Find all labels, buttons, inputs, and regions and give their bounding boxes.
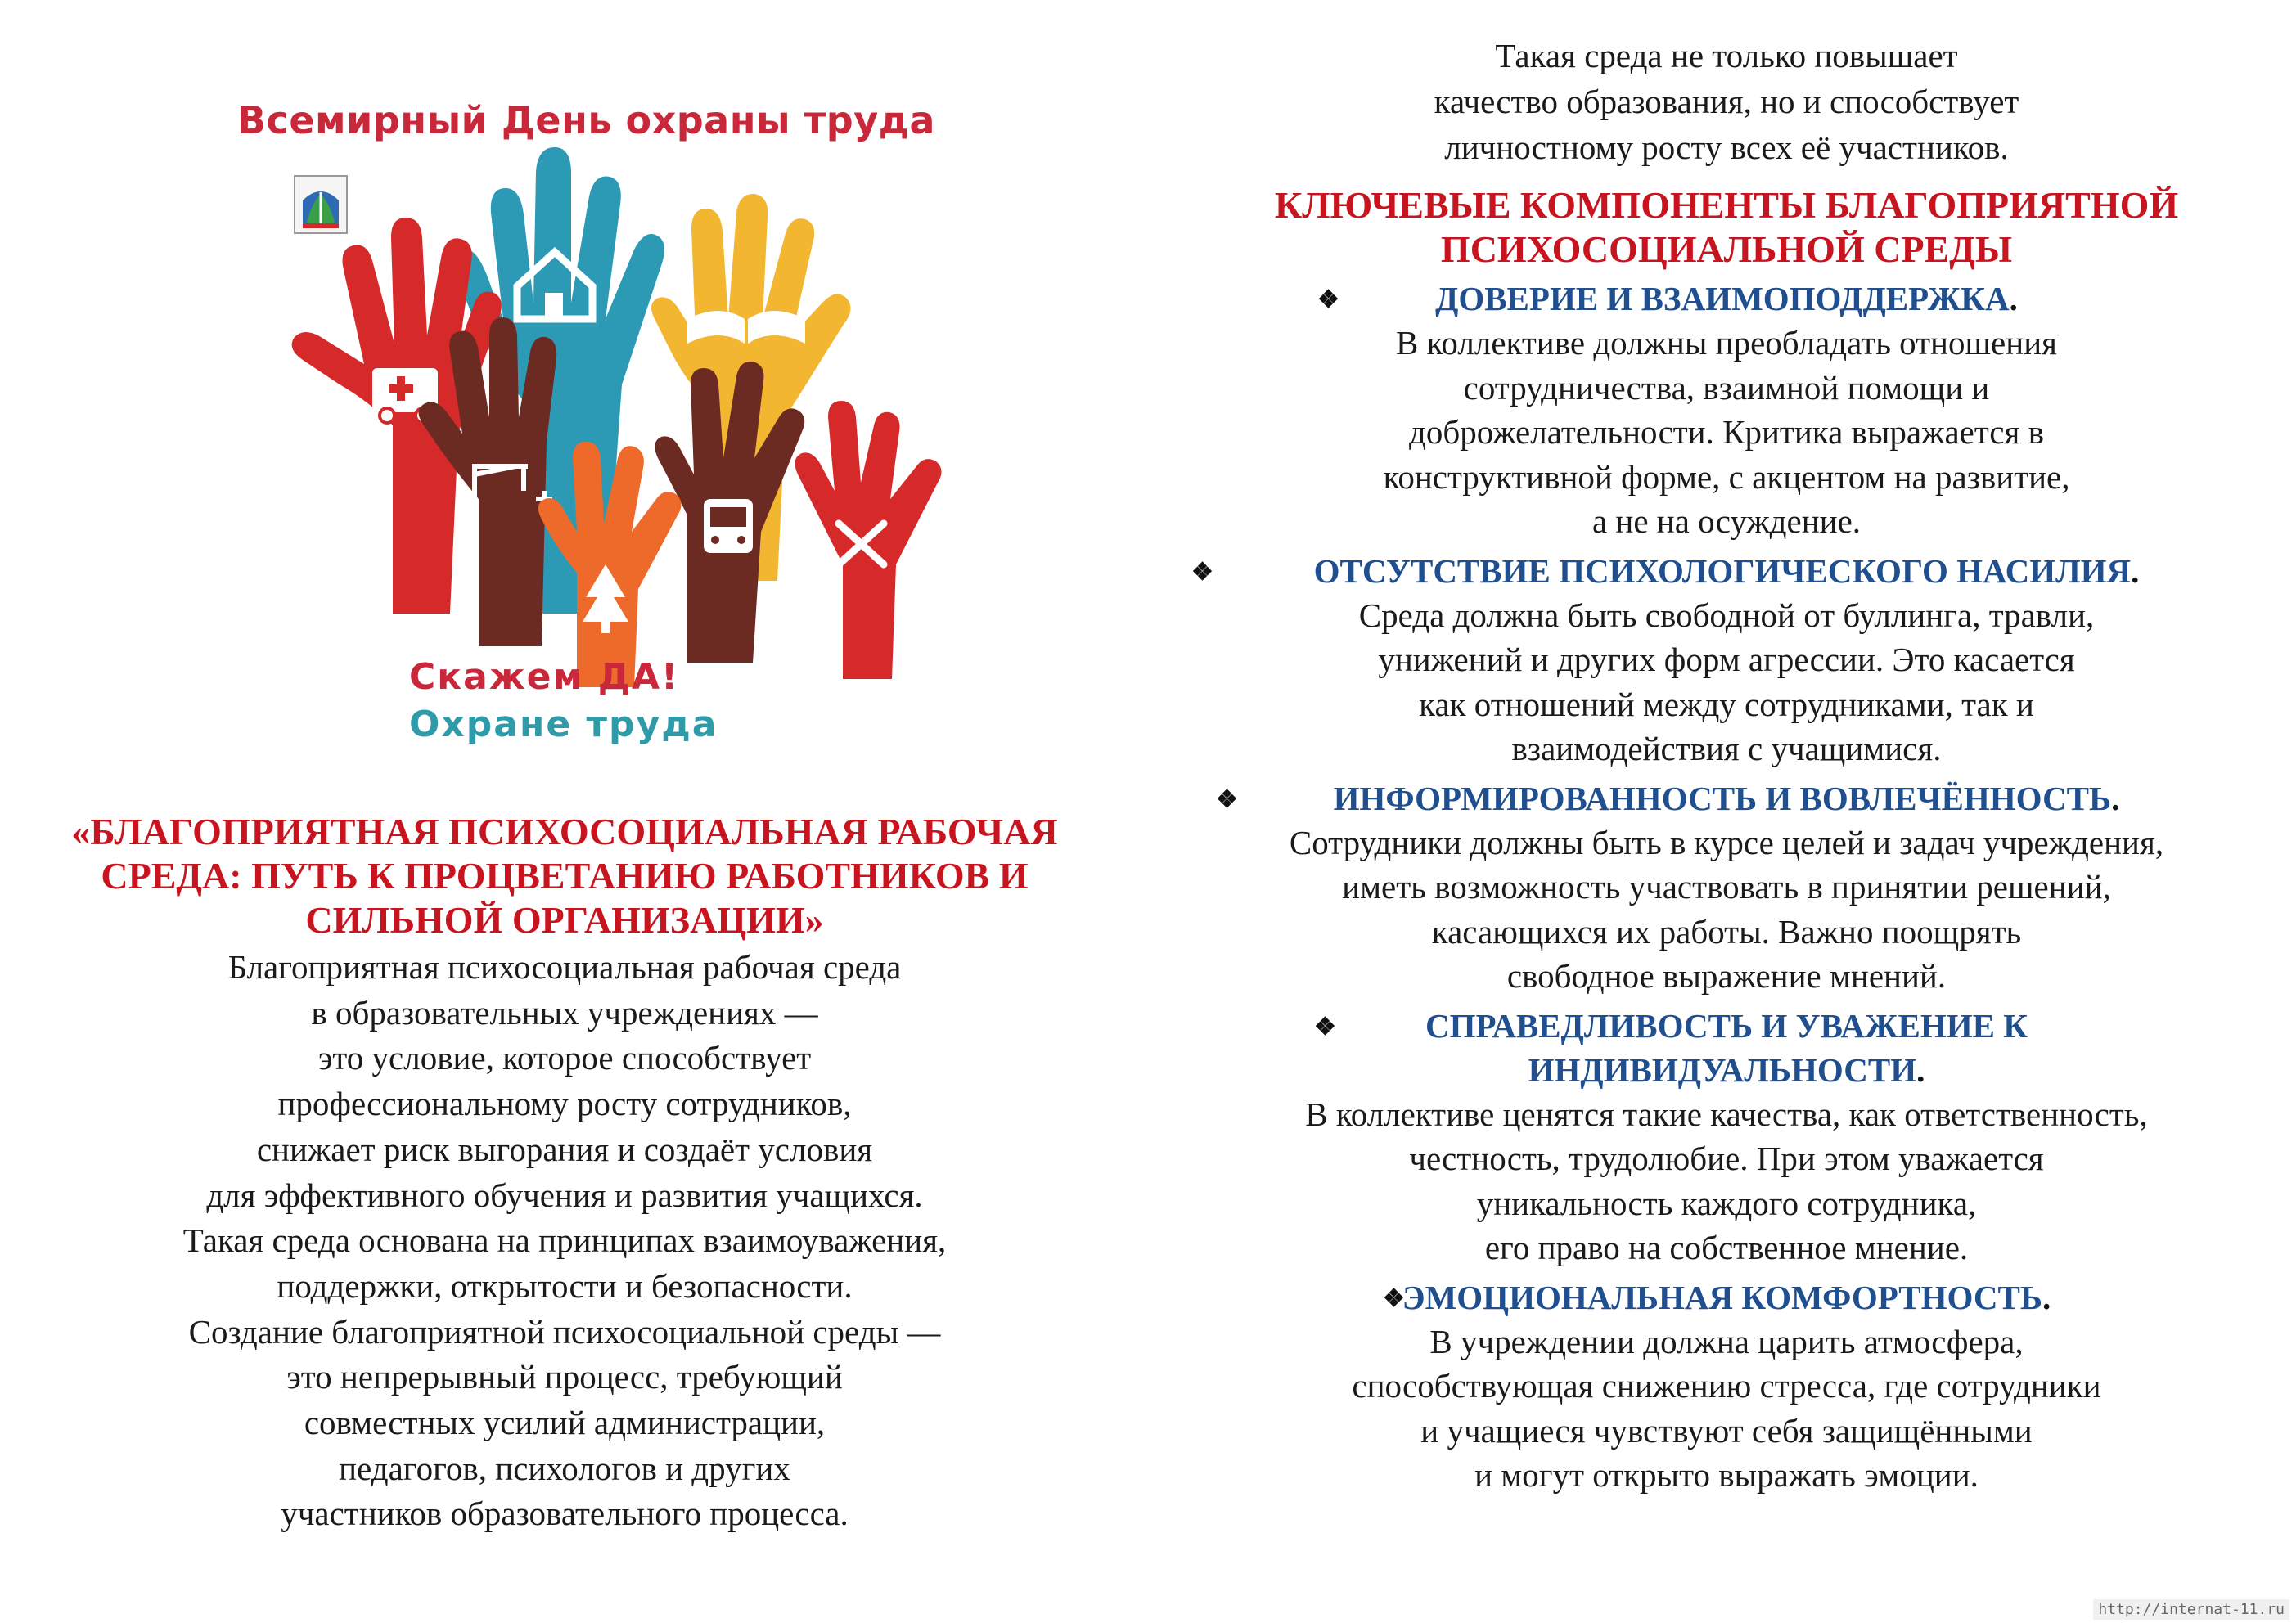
component-text-line: иметь возможность участвовать в принятии решений, — [1342, 868, 2111, 906]
component-text-line: взаимодействия с учащимися. — [1511, 730, 1942, 767]
component-text-line: уникальность каждого сотрудника, — [1476, 1184, 1977, 1222]
component-text-line: унижений и других форм агрессии. Это касается — [1378, 641, 2075, 678]
intro-line: это условие, которое способствует — [317, 1039, 812, 1077]
right-intro-line: личностному росту всех её участников. — [1444, 128, 2009, 166]
component-text-line: Сотрудники должны быть в курсе целей и задач учреждения, — [1289, 823, 2164, 861]
component-text-line: свободное выражение мнений. — [1506, 957, 1947, 995]
component-text — [1186, 593, 2267, 771]
intro-line: Благоприятная психосоциальная рабочая среда — [227, 948, 902, 986]
component-heading: ❖ ДОВЕРИЕ И ВЗАИМОПОДДЕРЖКА. — [1186, 276, 2267, 321]
component-text-line: конструктивной форме, с акцентом на развитие, — [1383, 457, 2070, 496]
component-text-line: В коллективе должны преобладать отношения — [1396, 324, 2057, 362]
leaflet-title-line: СРЕДА: ПУТЬ К ПРОЦВЕТАНИЮ РАБОТНИКОВ И — [101, 855, 1029, 897]
component-text — [1186, 1320, 2267, 1498]
component-heading: ❖ ОТСУТСТВИЕ ПСИХОЛОГИЧЕСКОГО НАСИЛИЯ. — [1186, 549, 2267, 593]
component-heading: ❖ ИНФОРМИРОВАННОСТЬ И ВОВЛЕЧЁННОСТЬ. — [1186, 776, 2267, 820]
section-title — [1186, 183, 2267, 272]
slogan-line-1: Скажем ДА! — [409, 656, 680, 698]
leaflet-title-line: СИЛЬНОЙ ОРГАНИЗАЦИИ» — [305, 899, 824, 941]
intro-line: снижает риск выгорания и создаёт условия — [256, 1130, 873, 1168]
right-intro-line: качество образования, но и способствует — [1434, 83, 2019, 120]
component-text-line: доброжелательности. Критика выражается в — [1409, 413, 2044, 451]
component-text-line: и учащиеся чувствуют себя защищёнными — [1420, 1411, 2033, 1450]
leaflet-title — [25, 810, 1105, 942]
intro-line: профессиональному росту сотрудников, — [277, 1085, 852, 1123]
intro-line: в образовательных учреждениях — — [311, 993, 818, 1032]
component-heading-text: СПРАВЕДЛИВОСТЬ И УВАЖЕНИЕ К — [1425, 1006, 2028, 1045]
intro-line: педагогов, психологов и других — [339, 1449, 790, 1487]
component-heading-text: ИНДИВИДУАЛЬНОСТИ — [1528, 1050, 1917, 1089]
component-heading-text: ДОВЕРИЕ И ВЗАИМОПОДДЕРЖКА — [1435, 280, 2010, 317]
section-title-line: ПСИХОСОЦИАЛЬНОЙ СРЕДЫ — [1440, 228, 2013, 270]
diamond-bullet-icon: ❖ — [1314, 1013, 1336, 1041]
intro-line: это непрерывный процесс, требующий — [286, 1358, 843, 1396]
component-text-line: а не на осуждение. — [1591, 502, 1862, 540]
component-text-line: сотрудничества, взаимной помощи и — [1463, 368, 1990, 407]
component-text-line: Среда должна быть свободной от буллинга, травли, — [1358, 596, 2095, 634]
section-title-line: КЛЮЧЕВЫЕ КОМПОНЕНТЫ БЛАГОПРИЯТНОЙ — [1274, 184, 2179, 226]
component-heading-text: ЭМОЦИОНАЛЬНАЯ КОМФОРТНОСТЬ — [1402, 1278, 2042, 1316]
poster-image — [164, 74, 966, 794]
component-text — [1186, 820, 2267, 999]
intro-line: для эффективного обучения и развития учащихся. — [206, 1176, 923, 1214]
right-intro-text — [1186, 33, 2267, 170]
leaflet-title-line: «БЛАГОПРИЯТНАЯ ПСИХОСОЦИАЛЬНАЯ РАБОЧАЯ — [71, 811, 1058, 852]
diamond-bullet-icon: ❖ — [1216, 785, 1238, 813]
diamond-bullet-icon: ❖ — [1191, 558, 1213, 586]
component-heading: ❖ ЭМОЦИОНАЛЬНАЯ КОМФОРТНОСТЬ. — [1186, 1275, 2267, 1320]
union-flower-logo-icon — [295, 176, 347, 233]
slogan-line-2: Охране труда — [409, 704, 718, 745]
component-text — [1186, 1092, 2267, 1270]
right-column — [1186, 33, 2267, 1498]
component-heading-text: ИНФОРМИРОВАННОСТЬ И ВОВЛЕЧЁННОСТЬ — [1333, 779, 2112, 817]
intro-line: совместных усилий администрации, — [304, 1404, 826, 1442]
intro-line: Создание благоприятной психосоциальной среды — — [188, 1312, 941, 1351]
intro-line: участников образовательного процесса. — [281, 1495, 849, 1533]
component-text-line: В коллективе ценятся такие качества, как ответственность, — [1305, 1095, 2148, 1133]
component-heading-text: ОТСУТСТВИЕ ПСИХОЛОГИЧЕСКОГО НАСИЛИЯ — [1313, 551, 2132, 590]
component-text-line: способствующая снижению стресса, где сотрудники — [1352, 1367, 2101, 1405]
poster-title: Всемирный День охраны труда — [237, 98, 935, 142]
right-intro-line: Такая среда не только повышает — [1495, 37, 1958, 74]
component-text-line: честность, трудолюбие. При этом уважается — [1409, 1140, 2044, 1177]
diamond-bullet-icon: ❖ — [1317, 286, 1339, 313]
component-text-line: касающихся их работы. Важно поощрять — [1431, 912, 2022, 951]
intro-line: Такая среда основана на принципах взаимоуважения, — [182, 1221, 947, 1260]
component-text-line: и могут открыто выражать эмоции. — [1474, 1456, 1979, 1494]
component-heading: ❖ СПРАВЕДЛИВОСТЬ И УВАЖЕНИЕ К ИНДИВИДУАЛЬНОСТИ. — [1186, 1004, 2267, 1092]
component-text-line: как отношений между сотрудниками, так и — [1419, 685, 2034, 723]
component-text-line: В учреждении должна царить атмосфера, — [1429, 1322, 2024, 1360]
component-text — [1186, 321, 2267, 544]
component-text-line: его право на собственное мнение. — [1484, 1229, 1969, 1266]
diamond-bullet-icon: ❖ — [1383, 1284, 1405, 1312]
bus-icon — [704, 499, 753, 553]
website-url: http://internat-11.ru — [2093, 1599, 2289, 1620]
intro-line: поддержки, открытости и безопасности. — [277, 1266, 853, 1305]
leaflet-intro-text — [33, 945, 1096, 1537]
